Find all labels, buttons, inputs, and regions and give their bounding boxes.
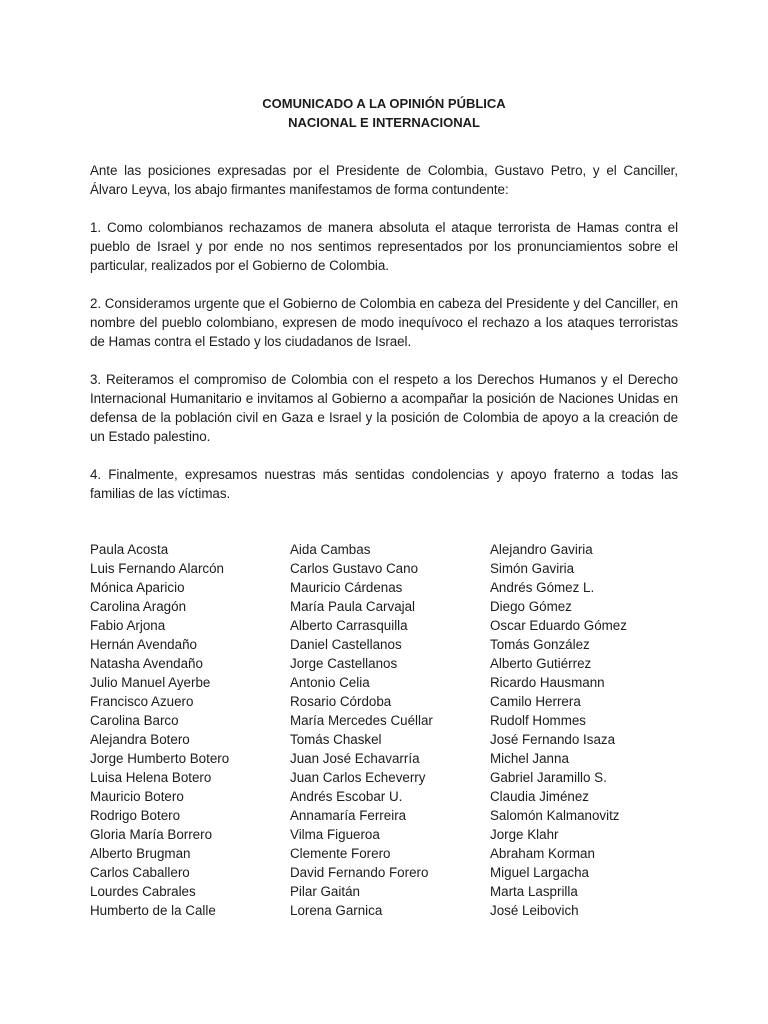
signatory-name: Alberto Gutiérrez (490, 656, 592, 671)
signatory-name: Natasha Avendaño (90, 656, 203, 671)
statement-body (90, 161, 678, 503)
signatory-name: Carolina Barco (90, 713, 179, 728)
signatory-name: Fabio Arjona (90, 618, 166, 633)
signatory-name: Claudia Jiménez (490, 789, 589, 804)
signatory-name: Alberto Brugman (90, 846, 191, 861)
signatory-name: Jorge Klahr (490, 827, 559, 842)
signatories-column-1 (90, 540, 290, 920)
signatories-list (90, 540, 690, 920)
signatory-name: Rodrigo Botero (90, 808, 181, 823)
intro-paragraph: Ante las posiciones expresadas por el Presidente de Colombia, Gustavo Petro, y el Canciller, Álvaro Leyva, los abajo firmantes manifestamos de forma contundente: (90, 163, 678, 197)
signatory-name: Tomás González (490, 637, 590, 652)
signatory-name: Andrés Escobar U. (290, 789, 403, 804)
signatories-column-3 (490, 540, 690, 920)
signatories-column-2 (290, 540, 490, 920)
signatory-name: Rudolf Hommes (490, 713, 586, 728)
point-3-paragraph: 3. Reiteramos el compromiso de Colombia con el respeto a los Derechos Humanos y el Derecho Internacional Humanitario e invitamos al Gobierno a acompañar la posición de Naciones Unidas en defensa de la población civil en Gaza e Israel y la posición de Colombia de apoyo a la creación de un Estado palestino. (90, 372, 678, 444)
title-line-1: COMUNICADO A LA OPINIÓN PÚBLICA (262, 96, 506, 111)
signatory-name: Carlos Gustavo Cano (290, 561, 419, 576)
signatory-name: Simón Gaviria (490, 561, 575, 576)
signatory-name: Mauricio Botero (90, 789, 184, 804)
signatory-name: Antonio Celia (290, 675, 370, 690)
signatory-name: José Leibovich (490, 903, 579, 918)
signatory-name: Tomás Chaskel (290, 732, 382, 747)
point-1-paragraph: 1. Como colombianos rechazamos de manera absoluta el ataque terrorista de Hamas contra el pueblo de Israel y por ende no nos sentimos representados por los pronunciamientos sobre el particular, realizados por el Gobierno de Colombia. (90, 220, 678, 273)
signatory-name: Carlos Caballero (90, 865, 190, 880)
signatory-name: Jorge Castellanos (290, 656, 398, 671)
title-line-2: NACIONAL E INTERNACIONAL (288, 115, 480, 130)
signatory-name: Lourdes Cabrales (90, 884, 196, 899)
signatory-name: Aida Cambas (290, 542, 371, 557)
signatory-name: Salomón Kalmanovitz (490, 808, 620, 823)
signatory-name: Daniel Castellanos (290, 637, 402, 652)
signatory-name: Carolina Aragón (90, 599, 187, 614)
signatory-name: Alberto Carrasquilla (290, 618, 408, 633)
signatory-name: Mauricio Cárdenas (290, 580, 403, 595)
signatory-name: José Fernando Isaza (490, 732, 616, 747)
point-4-paragraph: 4. Finalmente, expresamos nuestras más sentidas condolencias y apoyo fraterno a todas las familias de las víctimas. (90, 467, 678, 501)
signatory-name: Jorge Humberto Botero (90, 751, 230, 766)
signatory-name: Pilar Gaitán (290, 884, 360, 899)
signatory-name: Alejandro Gaviria (490, 542, 593, 557)
signatory-name: Marta Lasprilla (490, 884, 578, 899)
signatory-name: Mónica Aparicio (90, 580, 185, 595)
signatory-name: Julio Manuel Ayerbe (90, 675, 211, 690)
document-page (90, 94, 678, 522)
signatory-name: Humberto de la Calle (90, 903, 216, 918)
signatory-name: Paula Acosta (90, 542, 169, 557)
signatory-name: Clemente Forero (290, 846, 391, 861)
signatory-name: Alejandra Botero (90, 732, 190, 747)
signatory-name: Luisa Helena Botero (90, 770, 212, 785)
signatory-name: Gabriel Jaramillo S. (490, 770, 607, 785)
signatory-name: Juan Carlos Echeverry (290, 770, 426, 785)
signatory-name: María Paula Carvajal (290, 599, 416, 614)
signatory-name: David Fernando Forero (290, 865, 429, 880)
signatory-name: Miguel Largacha (490, 865, 590, 880)
signatory-name: Rosario Córdoba (290, 694, 392, 709)
signatory-name: Diego Gómez (490, 599, 572, 614)
signatory-name: Vilma Figueroa (290, 827, 380, 842)
signatory-name: Francisco Azuero (90, 694, 194, 709)
signatory-name: Hernán Avendaño (90, 637, 197, 652)
signatory-name: Oscar Eduardo Gómez (490, 618, 627, 633)
signatory-name: Michel Janna (490, 751, 569, 766)
signatory-name: Abraham Korman (490, 846, 595, 861)
signatory-name: Lorena Garnica (290, 903, 383, 918)
point-2-paragraph: 2. Consideramos urgente que el Gobierno de Colombia en cabeza del Presidente y del Canciller, en nombre del pueblo colombiano, expresen de modo inequívoco el rechazo a los ataques terroristas de Hamas contra el Estado y los ciudadanos de Israel. (90, 296, 678, 349)
signatory-name: Andrés Gómez L. (490, 580, 595, 595)
document-title (90, 94, 678, 132)
signatory-name: Ricardo Hausmann (490, 675, 605, 690)
signatory-name: Annamaría Ferreira (290, 808, 407, 823)
signatory-name: María Mercedes Cuéllar (290, 713, 433, 728)
signatory-name: Gloria María Borrero (90, 827, 213, 842)
signatory-name: Camilo Herrera (490, 694, 581, 709)
signatory-name: Luis Fernando Alarcón (90, 561, 224, 576)
signatory-name: Juan José Echavarría (290, 751, 420, 766)
